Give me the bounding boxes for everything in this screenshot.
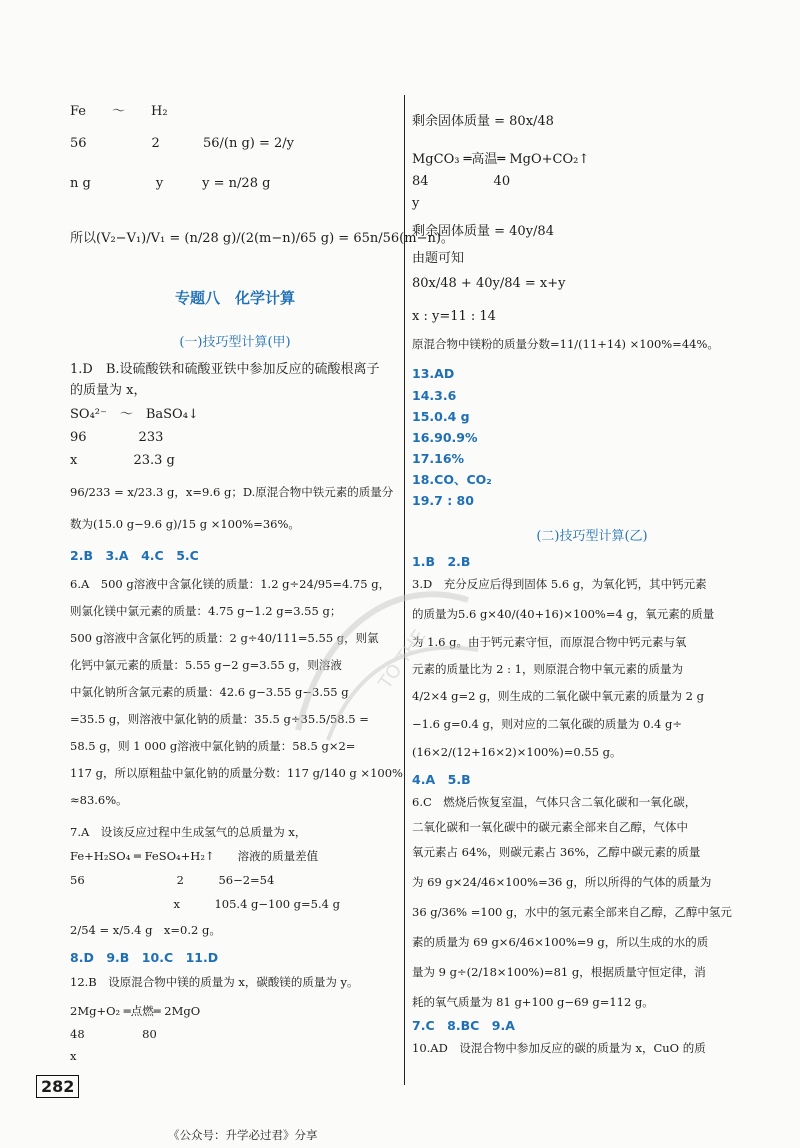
q6-line: 6.A 500 g溶液中含氯化镁的质量：1.2 g÷24/95=4.75 g， — [70, 577, 391, 591]
q12-cont-line: 由题可知 — [412, 251, 465, 266]
answer-16: 16.90.9% — [412, 430, 478, 445]
answers-2-5: 2.B 3.A 4.C 5.C — [70, 548, 199, 563]
q3-line: 为 1.6 g。由于钙元素守恒，而原混合物中钙元素与氧 — [412, 635, 687, 649]
q3-line: 的质量为5.6 g×40/(40+16)×100%=4 g，氧元素的质量 — [412, 607, 715, 621]
answer-14: 14.3.6 — [412, 388, 457, 403]
q1-line: 1.D B.设硫酸铁和硫酸亚铁中参加反应的硫酸根离子 — [70, 362, 380, 377]
q7-line: 7.A 设该反应过程中生成氢气的总质量为 x， — [70, 825, 307, 839]
section-title: 专题八 化学计算 — [174, 289, 295, 307]
q7-line: 56 2 56−2=54 — [70, 873, 275, 887]
q6-line: 二氧化碳和一氧化碳中的碳元素全部来自乙醇，气体中 — [412, 820, 688, 834]
q6-line: 6.C 燃烧后恢复室温，气体只含二氧化碳和一氧化碳， — [412, 795, 697, 809]
answer-19: 19.7 : 80 — [412, 493, 474, 508]
q6-line: =35.5 g，则溶液中氯化钠的质量：35.5 g÷35.5/58.5 = — [70, 712, 369, 726]
q6-line: 117 g，所以原粗盐中氯化钠的质量分数：117 g/140 g ×100% — [70, 766, 403, 780]
watermark-text: TO THE — [374, 626, 431, 693]
q12-cont-line: 84 40 — [412, 174, 511, 189]
reaction-fe-h2: Fe ～ H₂ — [70, 104, 168, 119]
q1-line: 的质量为 x， — [70, 383, 147, 398]
q1-line: 96/233 = x/23.3 g，x=9.6 g；D.原混合物中铁元素的质量分 — [70, 485, 394, 499]
q6-line: 36 g/36% =100 g，水中的氢元素全部来自乙醇，乙醇中氢元 — [412, 905, 732, 919]
q12-cont-line: 80x/48 + 40y/84 = x+y — [412, 276, 566, 291]
q12-cont-line: 剩余固体质量 = 80x/48 — [412, 114, 554, 129]
q3-line: −1.6 g=0.4 g，则对应的二氧化碳的质量为 0.4 g÷ — [412, 717, 682, 731]
q12-cont-line: x : y=11 : 14 — [412, 309, 496, 324]
answers-8-11: 8.D 9.B 10.C 11.D — [70, 950, 219, 965]
q12-line: 2Mg+O₂ ═点燃═ 2MgO — [70, 1004, 201, 1018]
q3-line: 元素的质量比为 2 : 1，则原混合物中氧元素的质量为 — [412, 662, 683, 676]
y-value-line: n g y y = n/28 g — [70, 176, 271, 191]
answer-18: 18.CO、CO₂ — [412, 472, 492, 487]
q12-cont-line: 剩余固体质量 = 40y/84 — [412, 224, 554, 239]
q1-line: 数为(15.0 g−9.6 g)/15 g ×100%=36%。 — [70, 517, 300, 531]
q7-line: x 105.4 g−100 g=5.4 g — [70, 897, 340, 911]
subsection-title-b: (二)技巧型计算(乙) — [536, 529, 648, 544]
ratio-line: 56 2 56/(n g) = 2/y — [70, 136, 294, 151]
q12-cont-line: 原混合物中镁粉的质量分数=11/(11+14) ×100%=44%。 — [412, 337, 719, 351]
q1-line: x 23.3 g — [70, 453, 175, 468]
q6-line: 中氯化钠所含氯元素的质量：42.6 g−3.55 g−3.55 g — [70, 685, 349, 699]
q1-line: SO₄²⁻ ～ BaSO₄↓ — [70, 407, 199, 422]
q12-line: x — [70, 1049, 77, 1063]
q1-line: 96 233 — [70, 430, 164, 445]
subsection-title-a: (一)技巧型计算(甲) — [179, 335, 291, 350]
q6-line: 化钙中氯元素的质量：5.55 g−2 g=3.55 g，则溶液 — [70, 658, 342, 672]
q3-line: 4/2×4 g=2 g，则生成的二氧化碳中氧元素的质量为 2 g — [412, 689, 704, 703]
q6-line: 氧元素占 64%，则碳元素占 36%，乙醇中碳元素的质量 — [412, 845, 701, 859]
q7-line: Fe+H₂SO₄ ═ FeSO₄+H₂↑ 溶液的质量差值 — [70, 849, 319, 863]
q12-cont-line: MgCO₃ ═高温═ MgO+CO₂↑ — [412, 152, 590, 167]
footer-credit: 《公众号：升学必过君》分享 — [168, 1128, 318, 1142]
q12-cont-line: y — [412, 196, 420, 211]
q12-line: 48 80 — [70, 1027, 157, 1041]
q6-line: ≈83.6%。 — [70, 793, 128, 807]
q6-line: 耗的氧气质量为 81 g+100 g−69 g=112 g。 — [412, 995, 654, 1009]
q3-line: (16×2/(12+16×2)×100%)=0.55 g。 — [412, 745, 622, 759]
answer-15: 15.0.4 g — [412, 409, 470, 424]
q10-line: 10.AD 设混合物中参加反应的碳的质量为 x，CuO 的质 — [412, 1041, 706, 1055]
page-number: 282 — [36, 1075, 79, 1098]
q12-line: 12.B 设原混合物中镁的质量为 x，碳酸镁的质量为 y。 — [70, 975, 359, 989]
answers-7-9: 7.C 8.BC 9.A — [412, 1018, 515, 1033]
q3-line: 3.D 充分反应后得到固体 5.6 g，为氧化钙，其中钙元素 — [412, 577, 707, 591]
answer-13: 13.AD — [412, 366, 455, 381]
q6-line: 素的质量为 69 g×6/46×100%=9 g，所以生成的水的质 — [412, 935, 709, 949]
q6-line: 500 g溶液中含氯化钙的质量：2 g÷40/111=5.55 g，则氯 — [70, 631, 379, 645]
answer-17: 17.16% — [412, 451, 465, 466]
q6-line: 58.5 g，则 1 000 g溶液中氯化钠的质量：58.5 g×2= — [70, 739, 356, 753]
answers-4-5: 4.A 5.B — [412, 772, 471, 787]
ratio-conclusion: 所以(V₂−V₁)/V₁ = (n/28 g)/(2(m−n)/65 g) = 65n/56(m−n)。 — [70, 231, 454, 246]
answers-1-2: 1.B 2.B — [412, 554, 471, 569]
watermark-logo — [268, 570, 498, 760]
q6-line: 为 69 g×24/46×100%=36 g，所以所得的气体的质量为 — [412, 875, 712, 889]
q6-line: 量为 9 g÷(2/18×100%)=81 g，根据质量守恒定律，消 — [412, 965, 706, 979]
q6-line: 则氯化镁中氯元素的质量：4.75 g−1.2 g=3.55 g； — [70, 604, 342, 618]
q7-line: 2/54 = x/5.4 g x=0.2 g。 — [70, 923, 221, 937]
